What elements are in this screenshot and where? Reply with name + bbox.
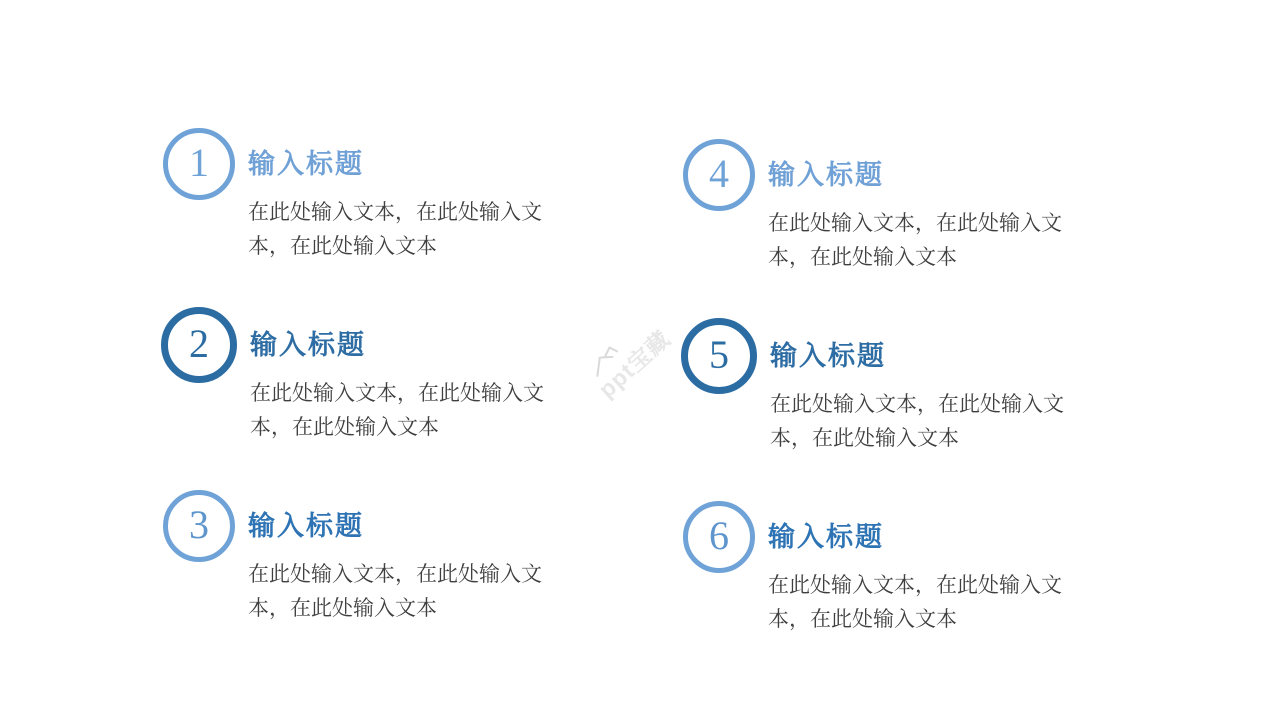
item-body: 在此处输入文本，在此处输入文本，在此处输入文本 [248,200,542,258]
item-title: 输入标题 [768,522,884,552]
item-title: 输入标题 [248,149,364,179]
item-body: 在此处输入文本，在此处输入文本，在此处输入文本 [768,211,1062,269]
watermark [582,313,677,404]
number-circle [683,501,755,573]
numbered-item [163,490,564,625]
item-text-block [768,139,1084,274]
item-number: 2 [189,321,209,366]
item-number: 4 [709,151,729,196]
item-text-block [248,490,564,625]
item-text-block [248,128,564,263]
number-circle [163,128,235,200]
item-body: 在此处输入文本，在此处输入文本，在此处输入文本 [770,392,1064,450]
item-title: 输入标题 [770,341,886,371]
item-number: 6 [709,513,729,558]
item-title: 输入标题 [248,511,364,541]
item-number: 1 [189,140,209,185]
item-title: 输入标题 [250,330,366,360]
numbered-item [163,128,564,263]
numbered-item [683,139,1084,274]
house-icon [587,344,623,379]
item-body: 在此处输入文本，在此处输入文本，在此处输入文本 [250,381,544,439]
item-body: 在此处输入文本，在此处输入文本，在此处输入文本 [248,562,542,620]
item-text-block [768,501,1084,636]
number-circle [681,318,757,394]
item-title: 输入标题 [768,160,884,190]
number-circle [161,307,237,383]
item-number: 5 [709,332,729,377]
number-circle [683,139,755,211]
item-text-block [770,318,1086,455]
numbered-item [681,318,1086,455]
item-text-block [250,307,566,444]
item-number: 3 [189,502,209,547]
numbered-item [161,307,566,444]
number-circle [163,490,235,562]
numbered-item [683,501,1084,636]
item-body: 在此处输入文本，在此处输入文本，在此处输入文本 [768,573,1062,631]
watermark-text: ppt宝藏 [593,325,676,403]
